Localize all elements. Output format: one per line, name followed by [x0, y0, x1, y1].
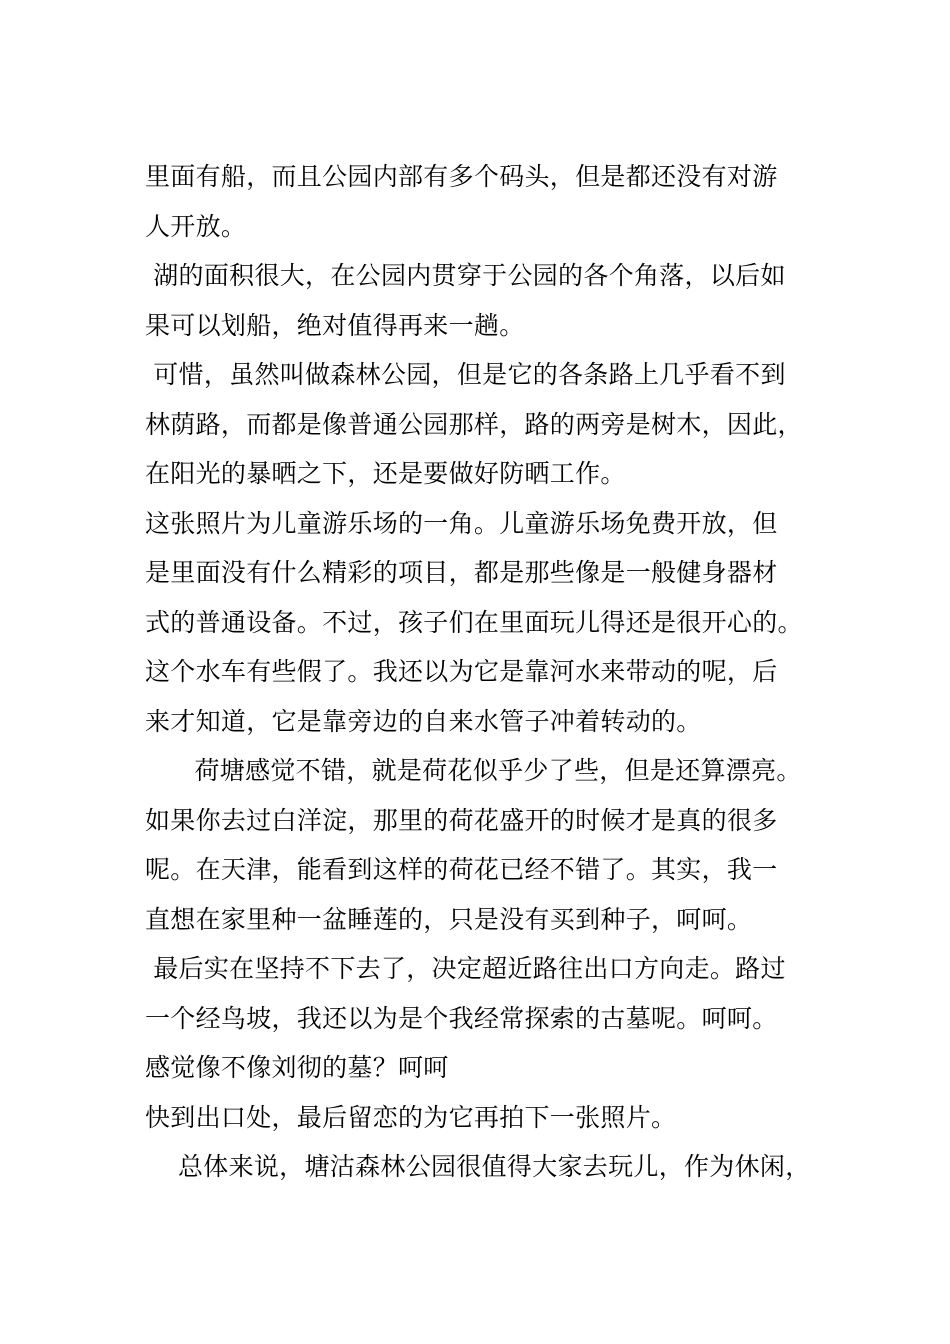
text-line: 直想在家里种一盆睡莲的，只是没有买到种子，呵呵。 — [145, 904, 753, 934]
text-line: 人开放。 — [145, 211, 247, 241]
text-line: 果可以划船，绝对值得再来一趟。 — [145, 310, 525, 340]
text-line: 最后实在坚持不下去了，决定超近路往出口方向走。路过 — [145, 954, 786, 983]
document-body — [145, 152, 815, 1192]
text-line: 快到出口处，最后留恋的为它再拍下一张照片。 — [145, 1102, 677, 1132]
text-line: 一个经鸟坡，我还以为是个我经常探索的古墓呢。呵呵。 — [145, 1003, 778, 1033]
text-line: 来才知道，它是靠旁边的自来水管子冲着转动的。 — [145, 706, 702, 736]
text-line: 呢。在天津，能看到这样的荷花已经不错了。其实，我一 — [145, 855, 778, 884]
text-line: 这个水车有些假了。我还以为它是靠河水来带动的呢，后 — [145, 657, 778, 686]
text-line: 总体来说，塘沽森林公园很值得大家去玩儿，作为休闲， — [145, 1152, 811, 1181]
text-line: 可惜，虽然叫做森林公园，但是它的各条路上几乎看不到 — [145, 360, 786, 389]
text-line: 荷塘感觉不错，就是荷花似乎少了些，但是还算漂亮。 — [145, 756, 802, 785]
text-line: 感觉像不像刘彻的墓？呵呵 — [145, 1053, 449, 1082]
text-line: 这张照片为儿童游乐场的一角。儿童游乐场免费开放，但 — [145, 508, 778, 538]
text-line: 式的普通设备。不过，孩子们在里面玩儿得还是很开心的。 — [145, 607, 803, 637]
text-line: 是里面没有什么精彩的项目，都是那些像是一般健身器材 — [145, 558, 778, 587]
text-line: 林荫路，而都是像普通公园那样，路的两旁是树木，因此， — [145, 409, 803, 439]
text-line: 如果你去过白洋淀，那里的荷花盛开的时候才是真的很多 — [145, 805, 778, 835]
text-line: 在阳光的暴晒之下，还是要做好防晒工作。 — [145, 459, 626, 488]
text-line: 里面有船，而且公园内部有多个码头，但是都还没有对游 — [145, 162, 778, 191]
text-line: 湖的面积很大，在公园内贯穿于公园的各个角落，以后如 — [145, 261, 786, 290]
